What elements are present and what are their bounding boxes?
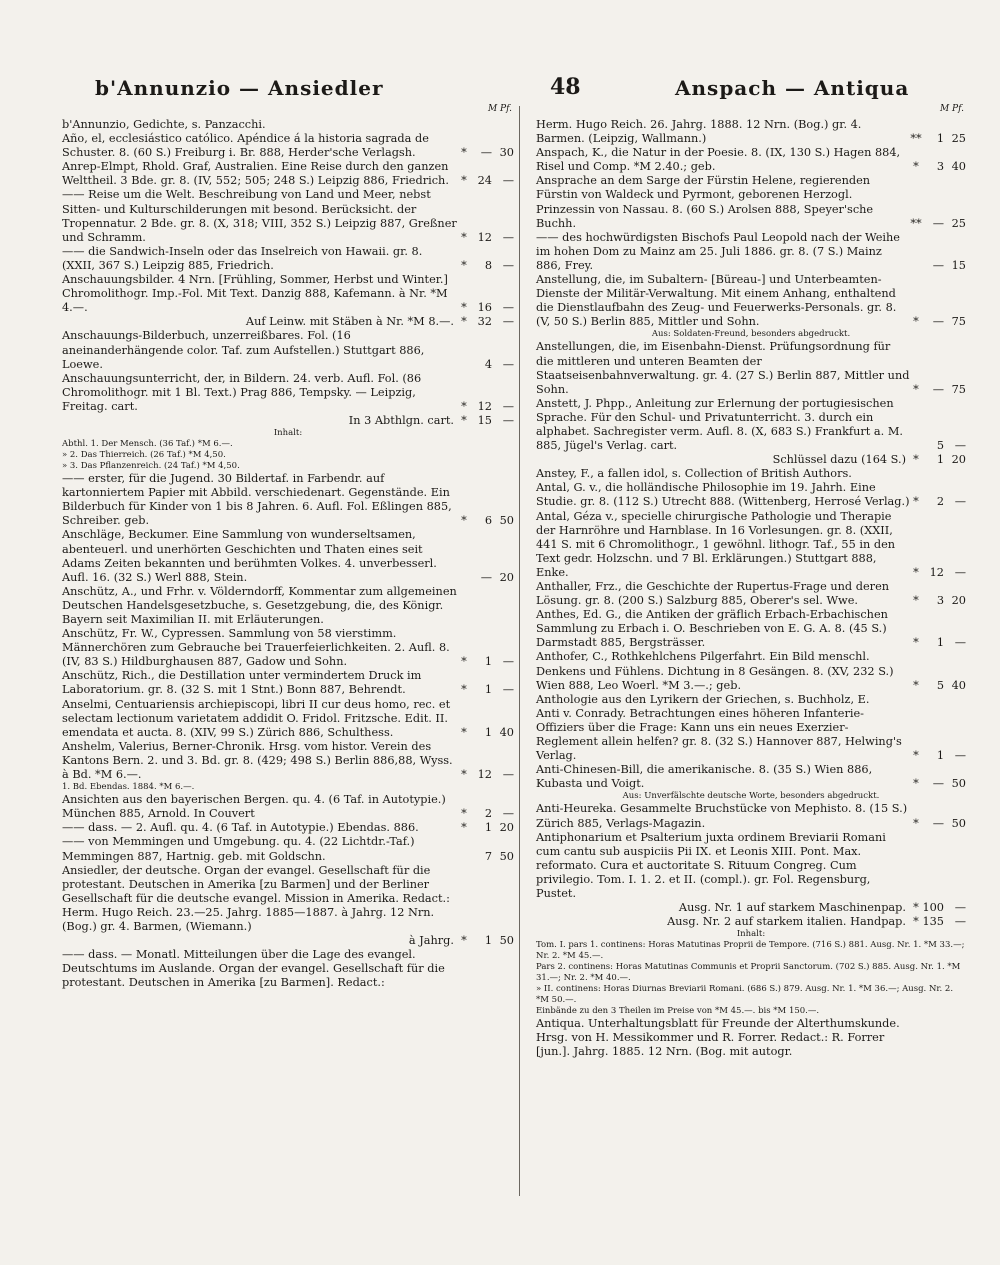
price-pfennig: — bbox=[502, 315, 514, 329]
entry-text: Anti v. Conrady. Betrachtungen eines höheren Infanterie-Offiziers über die Frage: Kann uns ein neues Exerzier-Reglement allein helfen? gr. 8. (32 S.) Hannover 887, Helwing's Verlag. bbox=[536, 706, 902, 763]
entry-text: Ansprache an dem Sarge der Fürstin Helene, regierenden Fürstin von Waldeck und Pyrmont, geborenen Herzogl. Prinzessin von Nassau. 8. (60 S.) Arolsen 888, Speyer'sche Buchh. bbox=[536, 174, 874, 230]
entry-text: Anstey, F., a fallen idol, s. Collection of British Authors. bbox=[536, 467, 852, 481]
price-marker: ** bbox=[910, 216, 922, 230]
price-pfennig: — bbox=[502, 683, 514, 697]
entry-text: Ausg. Nr. 2 auf starkem italien. Handpap. bbox=[667, 915, 906, 929]
catalog-entry bbox=[536, 467, 966, 481]
price-mark: 1 bbox=[936, 749, 944, 763]
catalog-entry bbox=[536, 453, 966, 467]
price-pfennig: — bbox=[954, 495, 966, 509]
catalog-entry bbox=[62, 273, 514, 315]
catalog-entry bbox=[536, 510, 966, 580]
price-marker: * bbox=[913, 777, 919, 791]
catalog-entry bbox=[536, 693, 966, 707]
catalog-entry bbox=[536, 146, 966, 174]
entry-text: Anthologie aus den Lyrikern der Griechen, s. Buchholz, E. bbox=[536, 692, 870, 706]
price-mark: — bbox=[932, 382, 944, 396]
entry-note: Pars 2. continens: Horas Matutinas Communis et Proprii Sanctorum. (702 S.) 885. Ausg. Nr. 1. *M 31.—; Nr. 2. *M 40.—. bbox=[536, 962, 961, 984]
catalog-entry bbox=[62, 934, 514, 948]
catalog-entry bbox=[536, 802, 966, 830]
entry-text: Año, el, ecclesiástico católico. Apéndice á la historia sagrada de Schuster. 8. (60 S.) Freiburg i. Br. 888, Herder'sche Verlagsh. bbox=[62, 132, 429, 160]
price-pfennig: — bbox=[954, 915, 966, 929]
entry-text: Anschütz, Rich., die Destillation unter vermindertem Druck im Laboratorium. gr. 8. (32 S. mit 1 Stnt.) Bonn 887, Behrendt. bbox=[62, 669, 422, 697]
catalog-entry bbox=[62, 627, 514, 669]
price-mark: — bbox=[932, 816, 944, 830]
entry-text: —— Reise um die Welt. Beschreibung von Land und Meer, nebst Sitten- und Kulturschilderungen mit besond. Berücksicht. der Tropennatur. 2 Bde. gr. 8. (X, 318; VIII, 352 S.) Leipzig 887, Greßner und Schramm. bbox=[62, 188, 457, 244]
catalog-entry bbox=[536, 707, 966, 763]
catalog-entry bbox=[62, 329, 514, 371]
catalog-entry bbox=[62, 472, 514, 528]
entry-note: Aus: Soldaten-Freund, besonders abgedruckt. bbox=[651, 329, 851, 340]
catalog-entry bbox=[62, 132, 514, 160]
price-pfennig: 40 bbox=[499, 725, 514, 739]
price-marker: * bbox=[913, 315, 919, 329]
column-divider bbox=[519, 106, 520, 1196]
price-mark: 135 bbox=[922, 915, 944, 929]
price-marker: * bbox=[461, 514, 467, 528]
price-pfennig: 50 bbox=[499, 849, 514, 863]
price-pfennig: — bbox=[954, 565, 966, 579]
entry-text: Anschauungsbilder. 4 Nrn. [Frühling, Sommer, Herbst und Winter.] Chromolithogr. Imp.-Fol. Mit Text. Danzig 888, Kafemann. à Nr. *M 4.—. bbox=[62, 273, 448, 315]
price-mark: — bbox=[932, 216, 944, 230]
price-pfennig: 25 bbox=[951, 132, 966, 146]
left-column bbox=[62, 104, 514, 990]
price-pfennig: 75 bbox=[951, 315, 966, 329]
price-mark: 6 bbox=[484, 514, 492, 528]
price-pfennig: 25 bbox=[951, 216, 966, 230]
entry-text: Ansiedler, der deutsche. Organ der evangel. Gesellschaft für die protestant. Deutschen in Amerika [zu Barmen] und der Berliner Gesellschaft für die deutsche evangel. Mission in Amerika. Redact.: Herm. Hugo Reich. 23.—25. Jahrg. 1885—1887. à Jahrg. 12 Nrn. (Bog.) gr. 4. Barmen, (Wiemann.) bbox=[62, 863, 450, 933]
price-pfennig: 15 bbox=[951, 258, 966, 272]
right-column bbox=[536, 104, 966, 1060]
entry-text: Antiphonarium et Psalterium juxta ordinem Breviarii Romani cum cantu sub auspiciis Pii IX. et Leonis XIII. Pont. Max. reformato. Cura et auctoritate S. Rituum Congreg. Cum privilegio. Tom. I. 1. 2. et II. (compl.). gr. Fol. Regensburg, Pustet. bbox=[536, 830, 886, 900]
catalog-entry bbox=[62, 414, 514, 428]
price-pfennig: — bbox=[502, 413, 514, 427]
entry-note: 1. Bd. Ebendas. 1884. *M 6.—. bbox=[62, 782, 195, 793]
entry-text: Anstett, J. Phpp., Anleitung zur Erlernung der portugiesischen Sprache. Für den Schul- und Privatunterricht. 3. durch ein alphabet. Sachregister verm. Aufl. 8. (X, 683 S.) Frankfurt a. M. 885, Jügel's Verlag. cart. bbox=[536, 396, 903, 453]
price-mark: — bbox=[932, 777, 944, 791]
catalog-entry bbox=[536, 1017, 966, 1059]
price-marker: * bbox=[461, 301, 467, 315]
entry-text: Anrep-Elmpt, Rhold. Graf, Australien. Eine Reise durch den ganzen Welttheil. 3 Bde. gr. 8. (IV, 552; 505; 248 S.) Leipzig 886, Friedrich. bbox=[62, 160, 449, 188]
price-mark: 32 bbox=[477, 315, 492, 329]
price-mark: — bbox=[480, 146, 492, 160]
price-marker: * bbox=[913, 915, 919, 929]
entry-note: Tom. I. pars 1. continens: Horas Matutinas Proprii de Tempore. (716 S.) 881. Ausg. Nr. 1. *M 33.—; Nr. 2. *M 45.—. bbox=[536, 940, 965, 962]
price-pfennig: — bbox=[954, 636, 966, 650]
price-marker: * bbox=[461, 399, 467, 413]
price-mark: 24 bbox=[477, 174, 492, 188]
price-marker: * bbox=[461, 413, 467, 427]
entry-note: Abthl. 1. Der Mensch. (36 Taf.) *M 6.—. bbox=[62, 439, 233, 450]
price-mark: 1 bbox=[484, 683, 492, 697]
catalog-entry bbox=[536, 915, 966, 929]
entry-text: Schlüssel dazu (164 S.) bbox=[772, 453, 906, 467]
price-pfennig: — bbox=[954, 901, 966, 915]
price-pfennig: — bbox=[954, 439, 966, 453]
price-marker: * bbox=[461, 683, 467, 697]
price-marker: * bbox=[913, 495, 919, 509]
price-mark: 1 bbox=[936, 453, 944, 467]
catalog-entry bbox=[62, 698, 514, 740]
price-pfennig: 50 bbox=[951, 816, 966, 830]
price-marker: * bbox=[913, 901, 919, 915]
entry-text: Antal, G. v., die holländische Philosophie im 19. Jahrh. Eine Studie. gr. 8. (112 S.) Utrecht 888. (Wittenberg, Herrosé Verlag.) bbox=[536, 481, 910, 509]
price-pfennig: 50 bbox=[499, 934, 514, 948]
catalog-entry bbox=[62, 188, 514, 244]
price-marker: * bbox=[461, 258, 467, 272]
price-pfennig: — bbox=[502, 399, 514, 413]
price-mark: 5 bbox=[936, 439, 944, 453]
entry-text: In 3 Abthlgn. cart. bbox=[348, 413, 454, 427]
price-pfennig: 40 bbox=[951, 160, 966, 174]
entry-note: Aus: Unverfälschte deutsche Worte, besonders abgedruckt. bbox=[622, 791, 880, 802]
entry-text: Anti-Heureka. Gesammelte Bruchstücke von Mephisto. 8. (15 S.) Zürich 885, Verlags-Magazin. bbox=[536, 802, 908, 830]
price-mark: 12 bbox=[477, 399, 492, 413]
entry-text: Ansichten aus den bayerischen Bergen. qu. 4. (6 Taf. in Autotypie.) München 885, Arnold. In Couvert bbox=[62, 793, 446, 821]
catalog-entry bbox=[536, 831, 966, 901]
price-mark: 1 bbox=[484, 725, 492, 739]
entry-text: —— des hochwürdigsten Bischofs Paul Leopold nach der Weihe im hohen Dom zu Mainz am 25. Juli 1886. gr. 8. (7 S.) Mainz 886, Frey. bbox=[536, 230, 900, 272]
entry-text: Anschauungs-Bilderbuch, unzerreißbares. Fol. (16 aneinanderhängende color. Taf. zum Aufstellen.) Stuttgart 886, Loewe. bbox=[62, 329, 425, 371]
price-mark: 2 bbox=[484, 807, 492, 821]
entry-text: à Jahrg. bbox=[408, 934, 454, 948]
price-marker: * bbox=[913, 594, 919, 608]
price-mark: — bbox=[480, 570, 492, 584]
price-mark: 12 bbox=[929, 565, 944, 579]
price-pfennig: 30 bbox=[499, 146, 514, 160]
price-pfennig: 20 bbox=[951, 594, 966, 608]
catalog-entry bbox=[536, 650, 966, 692]
price-mark: 1 bbox=[484, 655, 492, 669]
price-marker: ** bbox=[910, 132, 922, 146]
price-mark: 3 bbox=[936, 594, 944, 608]
entry-text: b'Annunzio, Gedichte, s. Panzacchi. bbox=[62, 118, 266, 131]
catalog-entry bbox=[62, 372, 514, 414]
entry-text: Ausg. Nr. 1 auf starkem Maschinenpap. bbox=[678, 901, 906, 915]
entry-text: Anshelm, Valerius, Berner-Chronik. Hrsg. vom histor. Verein des Kantons Bern. 2. und 3. Bd. gr. 8. (429; 498 S.) Berlin 886,88, Wyss. à Bd. *M 6.—. bbox=[62, 739, 453, 782]
price-marker: * bbox=[913, 678, 919, 692]
catalog-entry bbox=[62, 245, 514, 273]
header-right-range: Anspach — Antiqua bbox=[675, 76, 910, 100]
entry-text: Anspach, K., die Natur in der Poesie. 8. (IX, 130 S.) Hagen 884, Risel und Comp. *M 2.40.; geb. bbox=[536, 146, 901, 174]
price-marker: * bbox=[913, 749, 919, 763]
price-marker: * bbox=[461, 655, 467, 669]
header-left-range: b'Annunzio — Ansiedler bbox=[95, 76, 384, 100]
entry-text: Antal, Géza v., specielle chirurgische Pathologie und Therapie der Harnröhre und Harnblase. In 16 Vorlesungen. gr. 8. (XXII, 441 S. mit 6 Chromolithogr., 1 gewöhnl. lithogr. Taf., 55 in den Text gedr. Holzschn. und 7 Bl. Erklärungen.) Stuttgart 888, Enke. bbox=[536, 509, 896, 579]
catalog-entry bbox=[536, 580, 966, 608]
entry-text: —— die Sandwich-Inseln oder das Inselreich von Hawaii. gr. 8. (XXII, 367 S.) Leipzig 885, Friedrich. bbox=[62, 244, 423, 272]
price-marker: * bbox=[913, 565, 919, 579]
price-mark: 4 bbox=[484, 357, 492, 371]
entry-text: Anschauungsunterricht, der, in Bildern. 24. verb. Aufl. Fol. (86 Chromolithogr. mit 1 Bl. Text.) Prag 886, Tempsky. — Leipzig, Freitag. cart. bbox=[62, 371, 422, 413]
catalog-entry bbox=[536, 340, 966, 396]
price-pfennig: — bbox=[502, 807, 514, 821]
price-pfennig: — bbox=[502, 174, 514, 188]
entry-text: Antiqua. Unterhaltungsblatt für Freunde der Alterthumskunde. Hrsg. von H. Messikommer und R. Forrer. Redact.: R. Forrer [jun.]. Jahrg. 1885. 12 Nrn. (Bog. mit autogr. bbox=[536, 1017, 900, 1059]
entry-text: Anti-Chinesen-Bill, die amerikanische. 8. (35 S.) Wien 886, Kubasta und Voigt. bbox=[536, 763, 873, 791]
catalog-entry bbox=[62, 948, 514, 990]
price-mark: 12 bbox=[477, 768, 492, 782]
price-marker: * bbox=[913, 816, 919, 830]
price-marker: * bbox=[913, 453, 919, 467]
entry-text: Anschütz, Fr. W., Cypressen. Sammlung von 58 vierstimm. Männerchören zum Gebrauche bei Trauerfeierlichkeiten. 2. Aufl. 8. (IV, 83 S.) Hildburghausen 887, Gadow und Sohn. bbox=[62, 627, 450, 669]
price-pfennig: 20 bbox=[499, 570, 514, 584]
price-marker: * bbox=[913, 382, 919, 396]
entry-note: Inhalt: bbox=[273, 428, 303, 439]
catalog-entry bbox=[62, 835, 514, 863]
price-marker: * bbox=[461, 230, 467, 244]
catalog-entry bbox=[536, 608, 966, 650]
entry-note: » 3. Das Pflanzenreich. (24 Taf.) *M 4,50. bbox=[62, 461, 240, 472]
entry-text: Anthes, Ed. G., die Antiken der gräflich Erbach-Erbachischen Sammlung zu Erbach i. O. Beschrieben von E. G. A. 8. (45 S.) Darmstadt 885, Bergsträsser. bbox=[536, 608, 888, 650]
catalog-entry bbox=[62, 118, 514, 132]
price-mark: 7 bbox=[484, 849, 492, 863]
catalog-entry bbox=[536, 481, 966, 509]
entry-text: Anstellung, die, im Subaltern- [Büreau-] und Unterbeamten-Dienste der Militär-Verwaltung. Mit einem Anhang, enthaltend die Dienstlaufbahn des Zeug- und Feuerwerks-Personals. gr. 8. (V, 50 S.) Berlin 885, Mittler und Sohn. bbox=[536, 273, 897, 329]
catalog-entry bbox=[62, 315, 514, 329]
catalog-entry bbox=[536, 763, 966, 791]
catalog-entry bbox=[536, 901, 966, 915]
price-mark: 1 bbox=[936, 636, 944, 650]
catalog-entry bbox=[62, 821, 514, 835]
price-mark: 1 bbox=[936, 132, 944, 146]
catalog-entry bbox=[536, 273, 966, 329]
catalog-entry bbox=[536, 397, 966, 453]
price-marker: * bbox=[461, 934, 467, 948]
entry-text: Anschläge, Beckumer. Eine Sammlung von wunderseltsamen, abenteuerl. und unerhörten Geschichten und Thaten eines seit Adams Zeiten bekannten und berühmten Volkes. 4. unverbesserl. Aufl. 16. (32 S.) Werl 888, Stein. bbox=[62, 528, 437, 584]
entry-text: —— dass. — Monatl. Mitteilungen über die Lage des evangel. Deutschtums im Auslande. Organ der evangel. Gesellschaft für die protestant. Deutschen in Amerika [zu Barmen]. Redact.: bbox=[62, 948, 445, 990]
entry-text: —— dass. — 2. Aufl. qu. 4. (6 Taf. in Autotypie.) Ebendas. 886. bbox=[62, 821, 419, 835]
price-pfennig: 50 bbox=[951, 777, 966, 791]
price-pfennig: — bbox=[502, 768, 514, 782]
catalog-entry bbox=[536, 118, 966, 146]
price-marker: * bbox=[461, 725, 467, 739]
price-marker: * bbox=[461, 821, 467, 835]
entry-note: » II. continens: Horas Diurnas Breviarii Romani. (686 S.) 879. Ausg. Nr. 1. *M 36.—; Ausg. Nr. 2. *M 50.—. bbox=[536, 984, 954, 1006]
price-mark: 3 bbox=[936, 160, 944, 174]
price-pfennig: — bbox=[502, 301, 514, 315]
price-mark: 1 bbox=[484, 934, 492, 948]
catalog-entry bbox=[62, 160, 514, 188]
catalog-entry bbox=[536, 231, 966, 273]
page-number: 48 bbox=[550, 74, 581, 100]
price-pfennig: 75 bbox=[951, 382, 966, 396]
price-marker: * bbox=[461, 807, 467, 821]
price-pfennig: 20 bbox=[951, 453, 966, 467]
entry-note: Inhalt: bbox=[736, 929, 766, 940]
catalog-entry bbox=[536, 174, 966, 230]
entry-text: —— von Memmingen und Umgebung. qu. 4. (22 Lichtdr.-Taf.) Memmingen 887, Hartnig. geb. mit Goldschn. bbox=[62, 835, 415, 863]
price-pfennig: — bbox=[954, 749, 966, 763]
price-marker: * bbox=[461, 146, 467, 160]
price-mark: 15 bbox=[477, 413, 492, 427]
price-pfennig: — bbox=[502, 655, 514, 669]
entry-text: Herm. Hugo Reich. 26. Jahrg. 1888. 12 Nrn. (Bog.) gr. 4. Barmen. (Leipzig, Wallmann.) bbox=[536, 118, 862, 146]
entry-note: Einbände zu den 3 Theilen im Preise von *M 45.—. bis *M 150.—. bbox=[536, 1006, 820, 1017]
catalog-entry bbox=[62, 669, 514, 697]
page-header bbox=[60, 70, 960, 106]
price-mark: 100 bbox=[922, 901, 944, 915]
price-mark: 8 bbox=[484, 258, 492, 272]
entry-text: —— erster, für die Jugend. 30 Bildertaf. in Farbendr. auf kartonniertem Papier mit Abbild. verschiedenart. Gegenstände. Ein Bilderbuch für Kinder von 1 bis 8 Jahren. 6. Aufl. Fol. Eßlingen 885, Schreiber. geb. bbox=[62, 472, 452, 528]
price-mark: — bbox=[932, 315, 944, 329]
entry-text: Anthaller, Frz., die Geschichte der Rupertus-Frage und deren Lösung. gr. 8. (200 S.) Salzburg 885, Oberer's sel. Wwe. bbox=[536, 580, 890, 608]
entry-text: Anschütz, A., und Frhr. v. Völderndorff, Kommentar zum allgemeinen Deutschen Handelsgesetzbuche, s. Gesetzgebung, die, des Königr. Bayern seit Maximilian II. mit Erläuterungen. bbox=[62, 584, 457, 626]
catalog-entry bbox=[62, 528, 514, 584]
entry-text: Anselmi, Centuariensis archiepiscopi, libri II cur deus homo, rec. et selectam lectionum varietatem addidit O. Fridol. Fritzsche. Edit. II. emendata et aucta. 8. (XIV, 99 S.) Zürich 886, Schulthess. bbox=[62, 697, 451, 739]
price-pfennig: 40 bbox=[951, 678, 966, 692]
price-pfennig: — bbox=[502, 230, 514, 244]
catalog-entry bbox=[62, 864, 514, 934]
price-mark: 12 bbox=[477, 230, 492, 244]
catalog-entry bbox=[62, 793, 514, 821]
entry-text: Anstellungen, die, im Eisenbahn-Dienst. Prüfungsordnung für die mittleren und unteren Beamten der Staatseisenbahnverwaltung. gr. 4. (27 S.) Berlin 887, Mittler und Sohn. bbox=[536, 340, 910, 396]
catalog-entry bbox=[62, 585, 514, 627]
price-column-header: M Pf. bbox=[939, 104, 964, 114]
price-marker: * bbox=[913, 636, 919, 650]
price-mark: — bbox=[932, 258, 944, 272]
price-pfennig: 50 bbox=[499, 514, 514, 528]
price-mark: 2 bbox=[936, 495, 944, 509]
entry-note: » 2. Das Thierreich. (26 Taf.) *M 4,50. bbox=[62, 450, 226, 461]
price-marker: * bbox=[461, 768, 467, 782]
entry-text: Anthofer, C., Rothkehlchens Pilgerfahrt. Ein Bild menschl. Denkens und Fühlens. Dichtung in 8 Gesängen. 8. (XV, 232 S.) Wien 888, Leo Woerl. *M 3.—.; geb. bbox=[536, 650, 894, 692]
price-pfennig: — bbox=[502, 357, 514, 371]
price-mark: 16 bbox=[477, 301, 492, 315]
price-marker: * bbox=[461, 315, 467, 329]
price-marker: * bbox=[913, 160, 919, 174]
price-pfennig: 20 bbox=[499, 821, 514, 835]
catalog-entry bbox=[62, 740, 514, 782]
price-column-header: M Pf. bbox=[487, 104, 512, 114]
price-mark: 5 bbox=[936, 678, 944, 692]
price-pfennig: — bbox=[502, 258, 514, 272]
price-mark: 1 bbox=[484, 821, 492, 835]
entry-text: Auf Leinw. mit Stäben à Nr. *M 8.—. bbox=[245, 315, 454, 329]
price-marker: * bbox=[461, 174, 467, 188]
